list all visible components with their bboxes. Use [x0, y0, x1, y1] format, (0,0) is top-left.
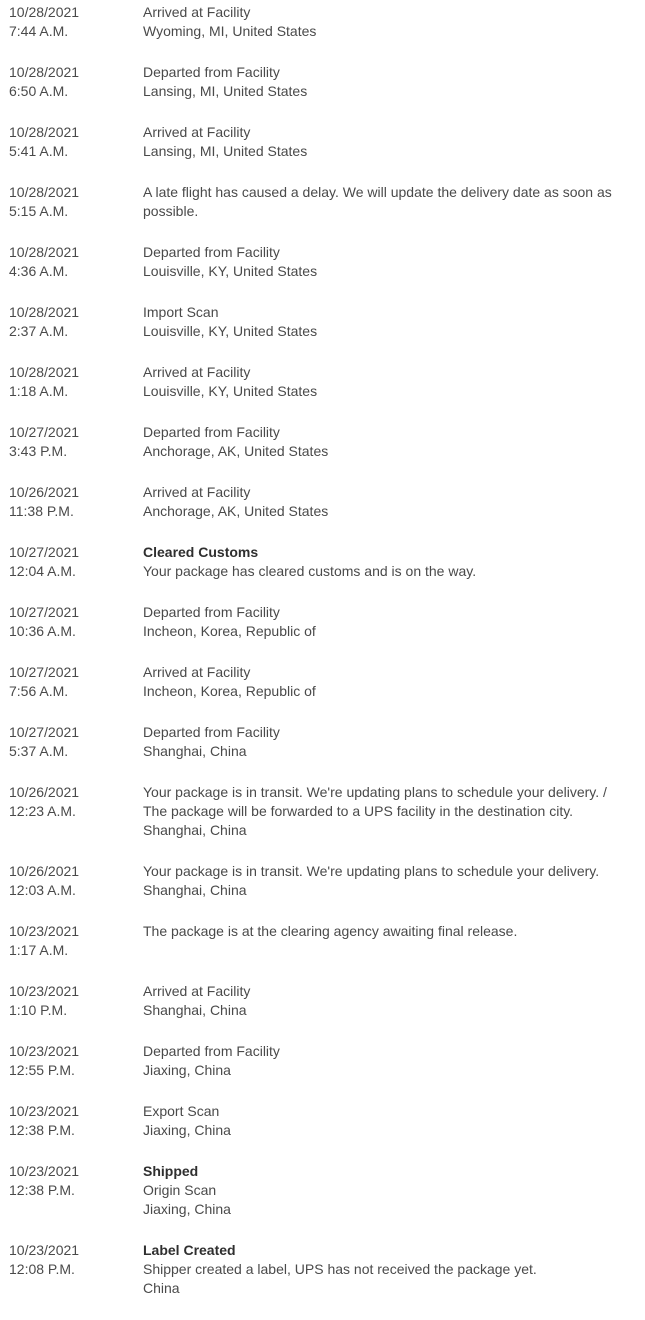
event-date: 10/28/2021: [9, 124, 80, 140]
event-datetime: [0, 783, 143, 840]
tracking-event-row: [0, 543, 645, 603]
event-datetime: [0, 183, 143, 221]
event-status: Departed from Facility: [143, 64, 280, 80]
event-location: Shanghai, China: [143, 822, 247, 838]
event-note: Your package has cleared customs and is on the way.: [143, 563, 477, 579]
event-status: Departed from Facility: [143, 424, 280, 440]
event-datetime: [0, 723, 143, 761]
event-time: 12:04 A.M.: [9, 563, 76, 579]
event-datetime: [0, 543, 143, 581]
tracking-event-row: [0, 483, 645, 543]
event-details: [143, 603, 637, 641]
event-time: 1:18 A.M.: [9, 383, 69, 399]
event-datetime: [0, 1042, 143, 1080]
event-status: Label Created: [143, 1242, 236, 1258]
event-status: A late flight has caused a delay. We will update the delivery date as soon as possible.: [143, 184, 612, 219]
event-time: 6:50 A.M.: [9, 83, 69, 99]
event-time: 1:10 P.M.: [9, 1002, 68, 1018]
event-time: 12:08 P.M.: [9, 1261, 75, 1277]
event-status: Arrived at Facility: [143, 983, 251, 999]
event-details: [143, 723, 637, 761]
event-status: Arrived at Facility: [143, 124, 251, 140]
event-location: Shanghai, China: [143, 743, 247, 759]
event-details: [143, 363, 637, 401]
tracking-event-row: [0, 123, 645, 183]
tracking-event-row: [0, 862, 645, 922]
event-details: [143, 63, 637, 101]
tracking-event-row: [0, 723, 645, 783]
tracking-event-row: [0, 663, 645, 723]
event-details: [143, 123, 637, 161]
event-time: 7:44 A.M.: [9, 23, 69, 39]
event-status: Import Scan: [143, 304, 219, 320]
event-time: 12:03 A.M.: [9, 882, 76, 898]
event-location: Louisville, KY, United States: [143, 263, 318, 279]
event-date: 10/26/2021: [9, 863, 80, 879]
event-datetime: [0, 663, 143, 701]
event-date: 10/27/2021: [9, 664, 80, 680]
event-location: Jiaxing, China: [143, 1062, 231, 1078]
tracking-event-row: [0, 243, 645, 303]
event-status: Cleared Customs: [143, 544, 259, 560]
event-location: Wyoming, MI, United States: [143, 23, 317, 39]
tracking-event-row: [0, 1042, 645, 1102]
event-location: Anchorage, AK, United States: [143, 503, 329, 519]
event-details: [143, 483, 637, 521]
event-date: 10/28/2021: [9, 184, 80, 200]
event-details: [143, 1241, 637, 1298]
event-details: [143, 3, 637, 41]
event-details: [143, 303, 637, 341]
event-details: [143, 243, 637, 281]
event-time: 2:37 A.M.: [9, 323, 69, 339]
event-date: 10/28/2021: [9, 244, 80, 260]
event-status: Your package is in transit. We're updating plans to schedule your delivery.: [143, 863, 600, 879]
event-status: Your package is in transit. We're updating plans to schedule your delivery. / The package will be forwarded to a UPS facility in the destination city.: [143, 784, 607, 819]
event-time: 7:56 A.M.: [9, 683, 69, 699]
event-details: [143, 1102, 637, 1140]
event-datetime: [0, 982, 143, 1020]
event-date: 10/27/2021: [9, 544, 80, 560]
event-location: Incheon, Korea, Republic of: [143, 683, 316, 699]
event-datetime: [0, 303, 143, 341]
tracking-event-row: [0, 783, 645, 862]
event-date: 10/27/2021: [9, 604, 80, 620]
event-location: Anchorage, AK, United States: [143, 443, 329, 459]
event-time: 11:38 P.M.: [9, 503, 74, 519]
event-details: [143, 1042, 637, 1080]
tracking-event-row: [0, 363, 645, 423]
tracking-event-row: [0, 423, 645, 483]
event-date: 10/27/2021: [9, 424, 80, 440]
event-date: 10/27/2021: [9, 724, 80, 740]
event-status: The package is at the clearing agency awaiting final release.: [143, 923, 518, 939]
event-datetime: [0, 363, 143, 401]
event-time: 4:36 A.M.: [9, 263, 69, 279]
event-location: Jiaxing, China: [143, 1201, 231, 1217]
event-date: 10/23/2021: [9, 1163, 80, 1179]
event-status: Departed from Facility: [143, 1043, 280, 1059]
event-note: Shipper created a label, UPS has not received the package yet.: [143, 1261, 537, 1277]
event-datetime: [0, 3, 143, 41]
event-location: Shanghai, China: [143, 1002, 247, 1018]
event-time: 5:15 A.M.: [9, 203, 69, 219]
event-time: 12:23 A.M.: [9, 803, 76, 819]
event-date: 10/23/2021: [9, 1242, 80, 1258]
event-date: 10/28/2021: [9, 64, 80, 80]
event-status: Arrived at Facility: [143, 4, 251, 20]
event-status: Departed from Facility: [143, 604, 280, 620]
event-time: 5:41 A.M.: [9, 143, 69, 159]
event-location: China: [143, 1280, 180, 1296]
event-datetime: [0, 862, 143, 900]
tracking-event-row: [0, 1162, 645, 1241]
event-datetime: [0, 922, 143, 960]
event-details: [143, 423, 637, 461]
event-details: [143, 922, 637, 960]
event-datetime: [0, 1241, 143, 1298]
event-date: 10/26/2021: [9, 784, 80, 800]
event-status: Departed from Facility: [143, 244, 280, 260]
event-time: 1:17 A.M.: [9, 942, 69, 958]
event-details: [143, 183, 637, 221]
event-location: Jiaxing, China: [143, 1122, 231, 1138]
event-date: 10/23/2021: [9, 983, 80, 999]
event-datetime: [0, 63, 143, 101]
event-time: 3:43 P.M.: [9, 443, 68, 459]
event-datetime: [0, 483, 143, 521]
event-location: Louisville, KY, United States: [143, 323, 318, 339]
event-datetime: [0, 603, 143, 641]
event-location: Lansing, MI, United States: [143, 143, 308, 159]
tracking-event-row: [0, 63, 645, 123]
event-status: Departed from Facility: [143, 724, 280, 740]
event-status: Arrived at Facility: [143, 484, 251, 500]
event-details: [143, 783, 637, 840]
event-location: Incheon, Korea, Republic of: [143, 623, 316, 639]
event-date: 10/28/2021: [9, 4, 80, 20]
event-details: [143, 663, 637, 701]
event-location: Louisville, KY, United States: [143, 383, 318, 399]
event-details: [143, 862, 637, 900]
event-datetime: [0, 243, 143, 281]
event-details: [143, 982, 637, 1020]
event-datetime: [0, 1162, 143, 1219]
event-date: 10/26/2021: [9, 484, 80, 500]
event-time: 12:55 P.M.: [9, 1062, 75, 1078]
tracking-event-row: [0, 303, 645, 363]
event-datetime: [0, 423, 143, 461]
event-date: 10/28/2021: [9, 304, 80, 320]
event-status: Export Scan: [143, 1103, 220, 1119]
event-status: Arrived at Facility: [143, 364, 251, 380]
event-location: Shanghai, China: [143, 882, 247, 898]
tracking-event-row: [0, 1241, 645, 1320]
event-note: Origin Scan: [143, 1182, 217, 1198]
tracking-event-row: [0, 1102, 645, 1162]
tracking-event-row: [0, 603, 645, 663]
event-time: 10:36 A.M.: [9, 623, 76, 639]
event-datetime: [0, 123, 143, 161]
tracking-event-row: [0, 982, 645, 1042]
tracking-event-row: [0, 3, 645, 63]
event-time: 12:38 P.M.: [9, 1182, 75, 1198]
event-date: 10/28/2021: [9, 364, 80, 380]
event-details: [143, 543, 637, 581]
event-date: 10/23/2021: [9, 923, 80, 939]
event-status: Arrived at Facility: [143, 664, 251, 680]
event-location: Lansing, MI, United States: [143, 83, 308, 99]
tracking-event-row: [0, 922, 645, 982]
event-details: [143, 1162, 637, 1219]
event-status: Shipped: [143, 1163, 199, 1179]
event-datetime: [0, 1102, 143, 1140]
tracking-event-row: [0, 183, 645, 243]
event-date: 10/23/2021: [9, 1043, 80, 1059]
event-time: 12:38 P.M.: [9, 1122, 75, 1138]
event-time: 5:37 A.M.: [9, 743, 69, 759]
event-date: 10/23/2021: [9, 1103, 80, 1119]
